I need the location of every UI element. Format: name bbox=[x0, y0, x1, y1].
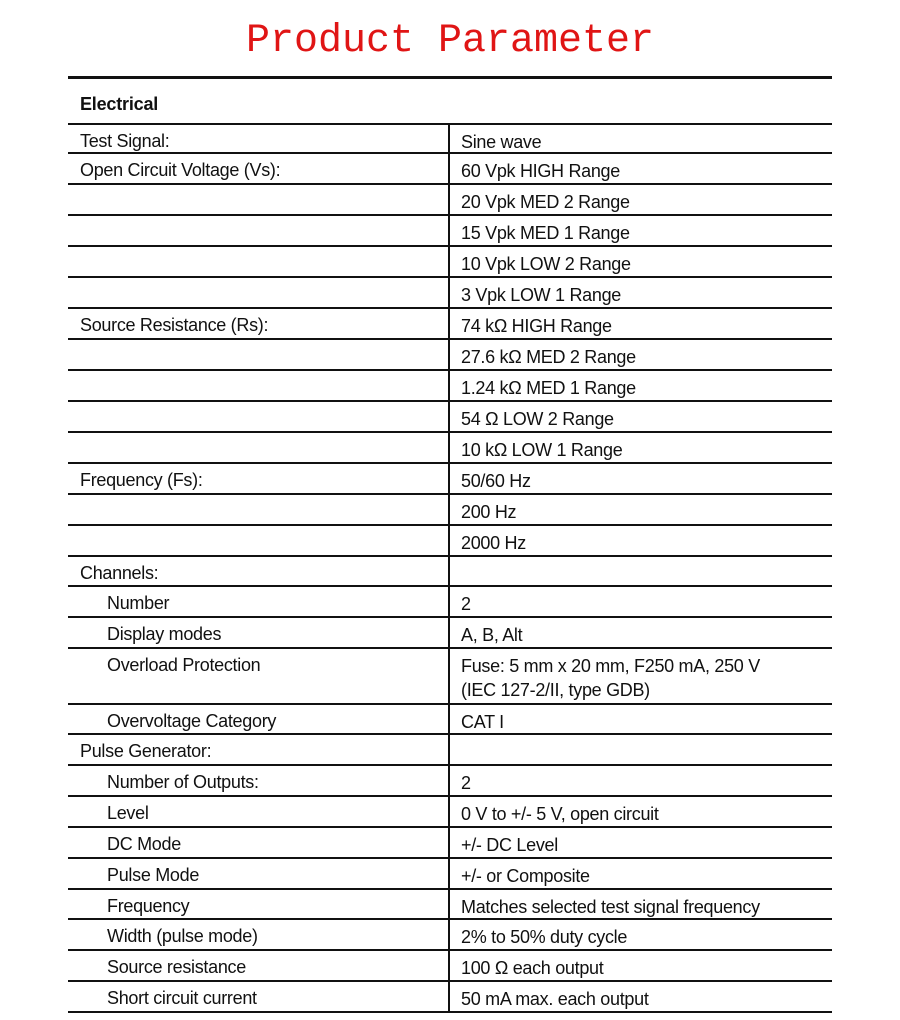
spec-label: Number bbox=[68, 587, 450, 616]
table-row bbox=[68, 649, 832, 705]
spec-label: Width (pulse mode) bbox=[68, 920, 450, 949]
spec-label bbox=[68, 402, 450, 431]
table-row bbox=[68, 185, 832, 216]
spec-value: Matches selected test signal frequency bbox=[461, 897, 760, 917]
spec-label bbox=[68, 247, 450, 276]
spec-value: 2 bbox=[461, 773, 471, 793]
spec-value: 20 Vpk MED 2 Range bbox=[461, 192, 630, 212]
spec-label: Channels: bbox=[68, 557, 450, 585]
spec-value: 54 Ω LOW 2 Range bbox=[461, 409, 614, 429]
table-row bbox=[68, 371, 832, 402]
spec-label bbox=[68, 340, 450, 369]
spec-label: Number of Outputs: bbox=[68, 766, 450, 795]
spec-label bbox=[68, 433, 450, 462]
spec-label bbox=[68, 371, 450, 400]
table-row bbox=[68, 154, 832, 185]
spec-label: Source resistance bbox=[68, 951, 450, 980]
table-row bbox=[68, 705, 832, 735]
spec-value: A, B, Alt bbox=[461, 625, 523, 645]
spec-value: 2% to 50% duty cycle bbox=[461, 927, 628, 947]
table-row bbox=[68, 125, 832, 154]
spec-value: 60 Vpk HIGH Range bbox=[461, 161, 620, 181]
table-row bbox=[68, 920, 832, 951]
table-row bbox=[68, 216, 832, 247]
table-row bbox=[68, 557, 832, 587]
spec-label bbox=[68, 185, 450, 214]
spec-label: DC Mode bbox=[68, 828, 450, 857]
table-row bbox=[68, 495, 832, 526]
spec-value: 15 Vpk MED 1 Range bbox=[461, 223, 630, 243]
table-row bbox=[68, 402, 832, 433]
spec-value: 50 mA max. each output bbox=[461, 989, 649, 1009]
table-row bbox=[68, 433, 832, 464]
spec-label: Display modes bbox=[68, 618, 450, 647]
spec-label bbox=[68, 526, 450, 555]
spec-value: +/- DC Level bbox=[461, 835, 558, 855]
spec-value: 0 V to +/- 5 V, open circuit bbox=[461, 804, 659, 824]
spec-value: Fuse: 5 mm x 20 mm, F250 mA, 250 V (IEC 127-2/II, type GDB) bbox=[461, 656, 760, 700]
table-row bbox=[68, 247, 832, 278]
spec-label: Overvoltage Category bbox=[68, 705, 450, 733]
spec-value: 2 bbox=[461, 594, 471, 614]
table-row bbox=[68, 797, 832, 828]
table-row bbox=[68, 828, 832, 859]
spec-label: Frequency (Fs): bbox=[68, 464, 450, 493]
spec-table bbox=[68, 76, 832, 1013]
spec-label: Source Resistance (Rs): bbox=[68, 309, 450, 338]
spec-label bbox=[68, 278, 450, 307]
spec-label: Open Circuit Voltage (Vs): bbox=[68, 154, 450, 183]
spec-value: 10 Vpk LOW 2 Range bbox=[461, 254, 631, 274]
table-row bbox=[68, 340, 832, 371]
spec-label: Overload Protection bbox=[68, 649, 450, 703]
spec-label bbox=[68, 216, 450, 245]
spec-rows bbox=[68, 125, 832, 1013]
section-heading-electrical: Electrical bbox=[68, 79, 832, 125]
table-row bbox=[68, 890, 832, 920]
spec-label: Short circuit current bbox=[68, 982, 450, 1011]
spec-value bbox=[450, 735, 832, 764]
spec-label bbox=[68, 495, 450, 524]
table-row bbox=[68, 526, 832, 557]
table-row bbox=[68, 951, 832, 982]
spec-value: 2000 Hz bbox=[461, 533, 526, 553]
page-title: Product Parameter bbox=[245, 19, 655, 64]
spec-value: +/- or Composite bbox=[461, 866, 590, 886]
spec-value: 1.24 kΩ MED 1 Range bbox=[461, 378, 636, 398]
spec-value: 50/60 Hz bbox=[461, 471, 531, 491]
table-row bbox=[68, 278, 832, 309]
spec-label: Test Signal: bbox=[68, 125, 450, 152]
spec-label: Pulse Generator: bbox=[68, 735, 450, 764]
spec-value: 10 kΩ LOW 1 Range bbox=[461, 440, 623, 460]
spec-value: 3 Vpk LOW 1 Range bbox=[461, 285, 621, 305]
table-row bbox=[68, 982, 832, 1013]
table-row bbox=[68, 859, 832, 890]
table-row bbox=[68, 309, 832, 340]
spec-value: 100 Ω each output bbox=[461, 958, 604, 978]
spec-value: CAT I bbox=[461, 712, 504, 732]
spec-value: 200 Hz bbox=[461, 502, 517, 522]
spec-value: 74 kΩ HIGH Range bbox=[461, 316, 612, 336]
spec-value bbox=[450, 557, 832, 585]
table-row bbox=[68, 464, 832, 495]
spec-value: 27.6 kΩ MED 2 Range bbox=[461, 347, 636, 367]
table-row bbox=[68, 587, 832, 618]
spec-label: Level bbox=[68, 797, 450, 826]
table-row bbox=[68, 618, 832, 649]
table-row bbox=[68, 766, 832, 797]
table-row bbox=[68, 735, 832, 766]
spec-label: Pulse Mode bbox=[68, 859, 450, 888]
spec-value: Sine wave bbox=[461, 132, 542, 152]
spec-label: Frequency bbox=[68, 890, 450, 918]
